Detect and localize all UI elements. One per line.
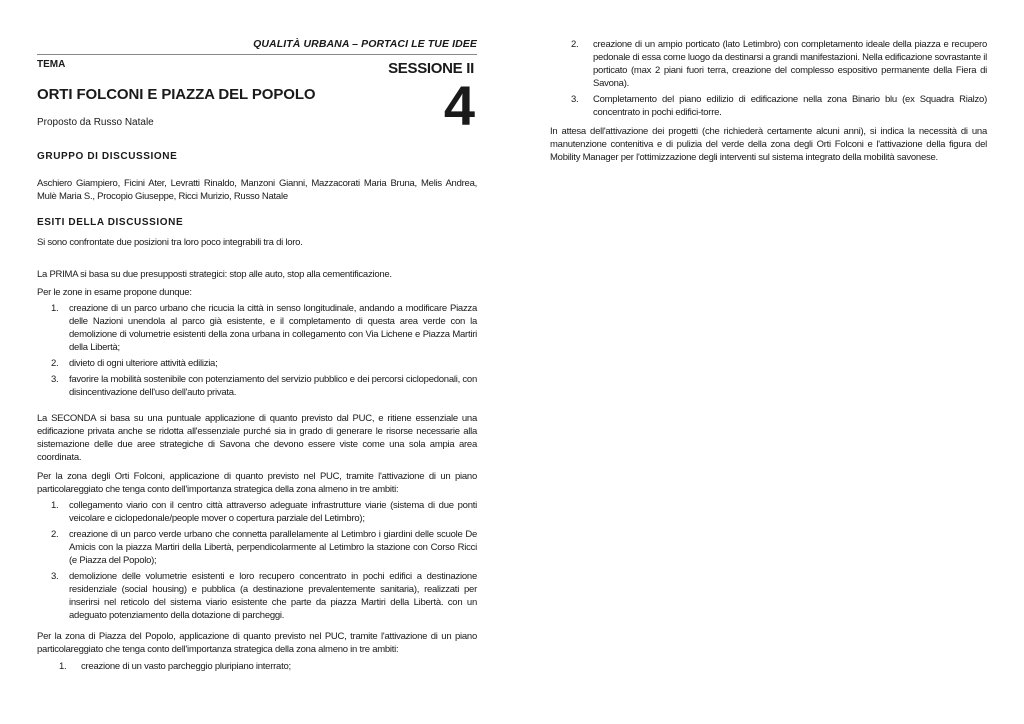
- first-areas: Per le zone in esame propone dunque:: [37, 287, 192, 298]
- list-text: Completamento del piano edilizio di edificazione nella zona Binario blu (ex Squadra Rialzo) concentrato in pochi edifici-torre.: [593, 94, 987, 118]
- list-text: creazione di un ampio porticato (lato Letimbro) con completamento ideale della piazza e recupero pedonale di essa come luogo da destinarsi a grandi manifestazioni. Nella edificazione sovrastante il porticato (max 2 piani fuori terra, creazione del complesso espositivo permanente della Fiera di Savona).: [593, 39, 987, 89]
- tema-label: TEMA: [37, 59, 66, 70]
- list-text: creazione di un parco verde urbano che connetta parallelamente al Letimbro i giardini delle scuole De Amicis con la piazza Martiri della Libertà, perpendicolarmente al Letimbro la stazione con Corso Ricci (e Piazza del Popolo);: [69, 529, 477, 566]
- outcomes-heading: ESITI DELLA DISCUSSIONE: [37, 217, 184, 228]
- list-text: creazione di un parco urbano che ricucia la città in senso longitudinale, andando a modificare Piazza delle Nazioni unendola al parco già esistente, e il completamento di questa area verde con la demolizione di volumetrie esistenti della zona urbana in collegamento con Via Lichene e Piazza Martiri della Libertà;: [69, 303, 477, 353]
- closing-paragraph: In attesa dell'attivazione dei progetti (che richiederà certamente alcuni anni), si indica la necessità di una manutenzione contenitiva e di pulizia del verde della zona degli Orti Folconi e l'attivazione della figura del Mobility Manager per l'ottimizzazione degli interventi sul sistema integrato della mobilità savonese.: [550, 126, 987, 163]
- list-item: [37, 302, 477, 354]
- header-rule: [37, 54, 477, 55]
- second-position: La SECONDA si basa su una puntuale applicazione di quanto previsto dal PUC, e ritiene essenziale una edificazione privata anche se ridotta all'essenziale purché sia in grado di generare le risorse necessarie alla sistemazione delle due aree strategiche di Savona che devono essere viste come una sola ampia area coordinata.: [37, 413, 477, 463]
- list-number: 2.: [51, 358, 59, 369]
- popolo-list-part2: [550, 38, 987, 122]
- session-number: 4: [443, 74, 473, 137]
- list-number: 1.: [59, 661, 67, 672]
- list-number: 3.: [51, 571, 59, 582]
- popolo-list-part1: [37, 660, 477, 676]
- discussion-group-heading: GRUPPO DI DISCUSSIONE: [37, 151, 178, 162]
- list-item: [37, 357, 477, 370]
- list-item: [37, 660, 477, 673]
- list-number: 1.: [51, 303, 59, 314]
- list-item: [550, 93, 987, 119]
- outcomes-intro: Si sono confrontate due posizioni tra loro poco integrabili tra di loro.: [37, 237, 303, 248]
- first-position: La PRIMA si basa su due presupposti strategici: stop alle auto, stop alla cementificazione.: [37, 269, 392, 280]
- session-label: SESSIONE II: [388, 60, 474, 77]
- proposer: Proposto da Russo Natale: [37, 117, 154, 128]
- list-item: [37, 499, 477, 525]
- list-text: demolizione delle volumetrie esistenti e loro recupero concentrato in pochi edifici a destinazione residenziale (social housing) e pubblica (a destinazione prevalentemente sanitaria), realizzati per inserirsi nel reticolo del sistema viario esistente che parte da piazza Martiri della Libertà. con un adeguato potenziamento della dotazione di parcheggi.: [69, 571, 477, 621]
- series-title: QUALITÀ URBANA – PORTACI LE TUE IDEE: [253, 38, 477, 50]
- list-item: [37, 570, 477, 622]
- list-text: creazione di un vasto parcheggio pluripiano interrato;: [81, 661, 291, 672]
- list-number: 3.: [51, 374, 59, 385]
- list-text: divieto di ogni ulteriore attività edilizia;: [69, 358, 218, 369]
- list-number: 3.: [571, 94, 579, 105]
- orti-list: [37, 499, 477, 625]
- list-item: [37, 528, 477, 567]
- list-item: [37, 373, 477, 399]
- first-list: [37, 302, 477, 402]
- topic-title: ORTI FOLCONI E PIAZZA DEL POPOLO: [37, 86, 316, 103]
- list-number: 2.: [51, 529, 59, 540]
- list-text: favorire la mobilità sostenibile con potenziamento del servizio pubblico e dei percorsi ciclopedonali, con disincentivazione dell'uso dell'auto privata.: [69, 374, 477, 398]
- orti-intro: Per la zona degli Orti Folconi, applicazione di quanto previsto nel PUC, tramite l'attivazione di un piano particolareggiato che tenga conto dell'importanza strategica della zona almeno in tre ambiti:: [37, 471, 477, 495]
- popolo-intro: Per la zona di Piazza del Popolo, applicazione di quanto previsto nel PUC, tramite l'attivazione di un piano particolareggiato che tenga conto dell'importanza strategica della zona almeno in tre ambiti:: [37, 631, 477, 655]
- list-number: 1.: [51, 500, 59, 511]
- discussion-group-members: Aschiero Giampiero, Ficini Ater, Levratti Rinaldo, Manzoni Gianni, Mazzacorati Maria Bruna, Melis Andrea, Mulè Maria S., Procopio Giuseppe, Ricci Murizio, Russo Natale: [37, 178, 477, 202]
- list-text: collegamento viario con il centro città attraverso adeguate infrastrutture viarie (sistema di due ponti veicolare e ciclopedonale/people mover o copertura parziale del Letimbro);: [69, 500, 477, 524]
- list-item: [550, 38, 987, 90]
- list-number: 2.: [571, 39, 579, 50]
